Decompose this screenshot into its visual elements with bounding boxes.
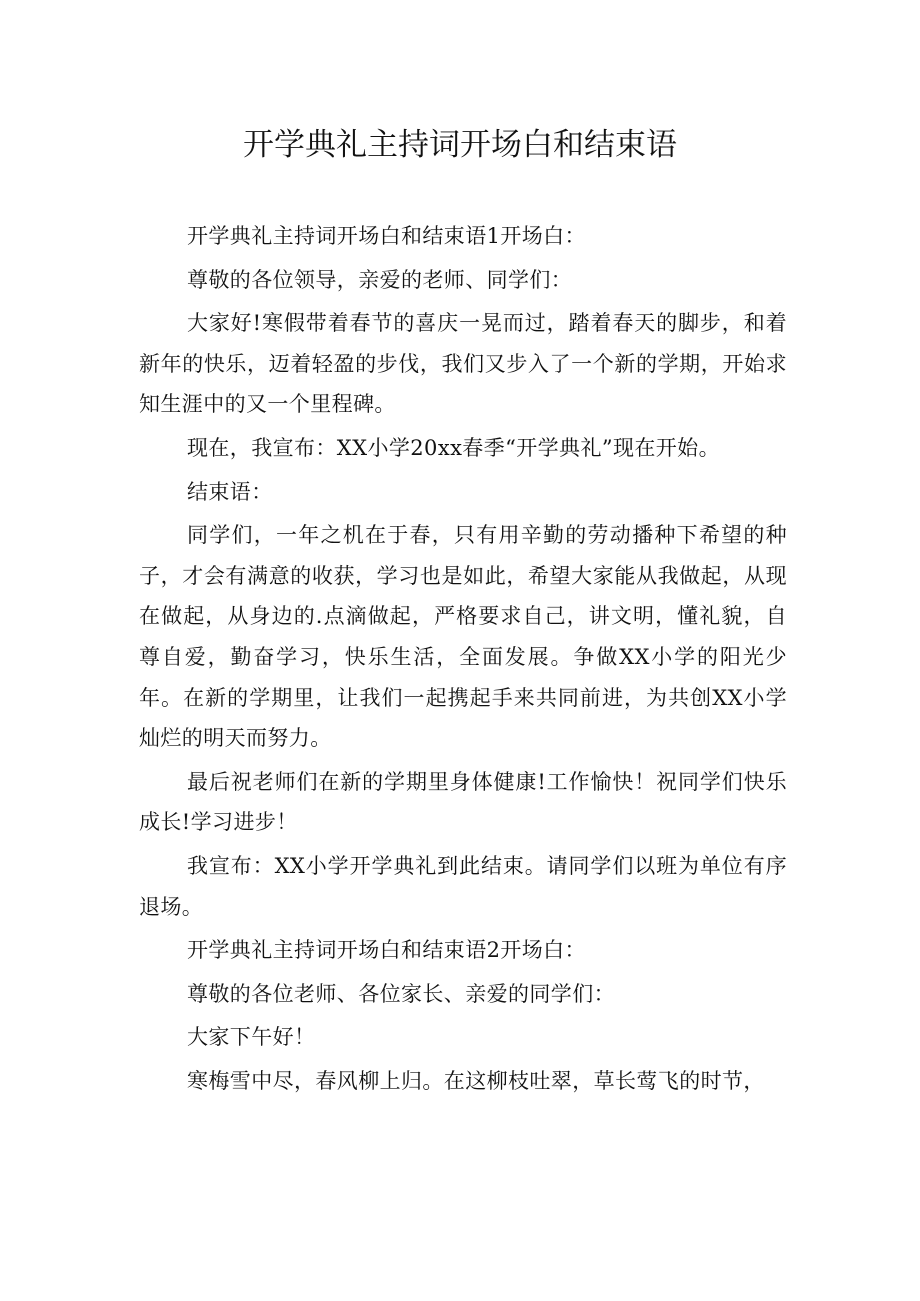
document-title: 开学典礼主持词开场白和结束语 [243, 127, 677, 163]
paragraph-11: 大家下午好！ [187, 1025, 316, 1050]
paragraph-4: 现在，我宣布：XX小学20xx春季“开学典礼”现在开始。 [187, 435, 720, 460]
document-body [139, 216, 787, 1104]
paragraph-10: 尊敬的各位老师、各位家长、亲爱的同学们： [187, 981, 615, 1006]
paragraph-1: 开学典礼主持词开场白和结束语1开场白： [187, 224, 586, 248]
paragraph-2: 尊敬的各位领导，亲爱的老师、同学们： [187, 267, 573, 292]
paragraph-6: 同学们，一年之机在于春，只有用辛勤的劳动播种下希望的种子，才会有满意的收获，学习也是如此，希望大家能从我做起，从现在做起，从身边的.点滴做起，严格要求自己，讲文明，懂礼貌，自尊自爱，勤奋学习，快乐生活，全面发展。争做XX小学的阳光少年。在新的学期里，让我们一起携起手来共同前进，为共创XX小学灿烂的明天而努力。 [139, 523, 787, 751]
paragraph-12: 寒梅雪中尽，春风柳上归。在这柳枝吐翠，草长莺飞的时节， [187, 1068, 765, 1093]
paragraph-5: 结束语： [187, 479, 273, 504]
paragraph-9: 开学典礼主持词开场白和结束语2开场白： [187, 938, 586, 963]
paragraph-3: 大家好!寒假带着春节的喜庆一晃而过，踏着春天的脚步，和着新年的快乐，迈着轻盈的步伐，我们又步入了一个新的学期，开始求知生涯中的又一个里程碑。 [139, 311, 787, 417]
paragraph-7: 最后祝老师们在新的学期里身体健康!工作愉快！祝同学们快乐成长!学习进步！ [139, 769, 787, 835]
paragraph-8: 我宣布：XX小学开学典礼到此结束。请同学们以班为单位有序退场。 [139, 853, 787, 919]
